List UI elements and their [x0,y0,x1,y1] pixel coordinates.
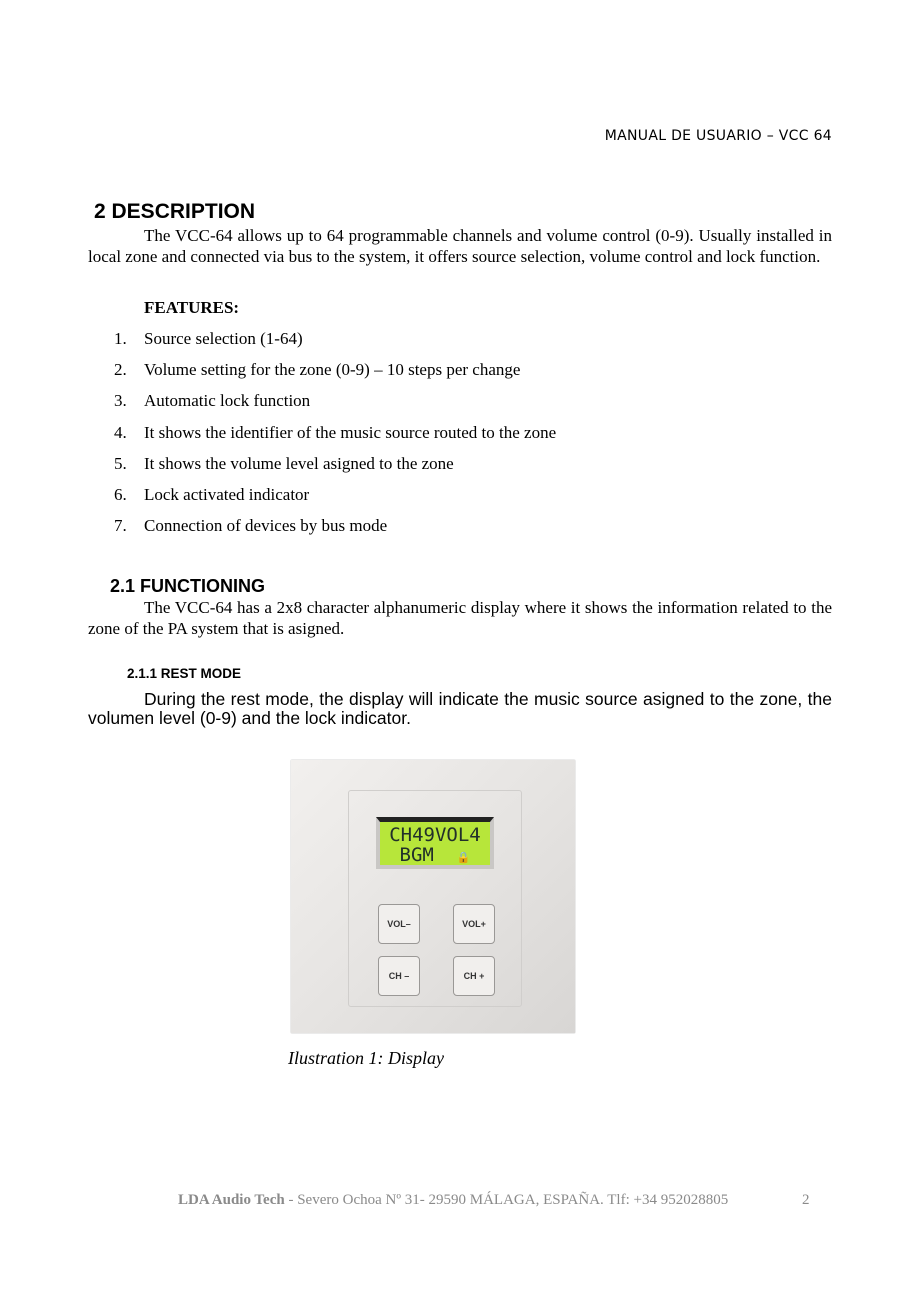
page-number: 2 [802,1192,810,1208]
list-text: Volume setting for the zone (0-9) – 10 steps per change [144,360,521,380]
list-number: 6. [114,485,127,504]
list-number: 4. [114,422,127,442]
feature-list-item [114,360,520,380]
subsection-heading: 2.1 FUNCTIONING [110,576,266,596]
lcd-source: BGM [399,844,434,866]
figure-caption: Ilustration 1: Display [288,1048,444,1068]
footer [178,1192,728,1209]
list-text: Lock activated indicator [144,485,310,504]
list-text: Automatic lock function [144,391,311,411]
lock-icon: 🔒 [456,851,471,864]
vol-up-button: VOL+ [453,904,495,944]
lcd-display [376,817,494,869]
feature-list-item [114,485,309,505]
rest-mode-paragraph: During the rest mode, the display will indicate the music source asigned to the zone, the volumen level (0-9) and the lock indicator. [88,689,832,728]
running-header: MANUAL DE USUARIO – VCC 64 [604,128,832,144]
feature-list-item [114,423,556,443]
feature-list-item [114,391,310,411]
list-number: 1. [114,329,127,348]
list-text: It shows the volume level asigned to the zone [144,453,454,473]
lcd-line-2 [380,845,490,868]
feature-list-item [114,329,303,349]
lcd-line-1: CH49VOL4 [389,824,481,846]
ch-down-button: CH – [378,956,420,996]
subsubsection-heading: 2.1.1 REST MODE [127,666,242,681]
device-photo [291,760,575,1033]
feature-list-item [114,454,454,474]
functioning-paragraph: The VCC-64 has a 2x8 character alphanumeric display where it shows the information related to the zone of the PA system that is asigned. [88,598,832,638]
list-number: 3. [114,391,127,411]
footer-address: - Severo Ochoa Nº 31- 29590 MÁLAGA, ESPAÑA. Tlf: +34 952028805 [284,1192,729,1208]
device-faceplate [348,790,522,1007]
list-text: It shows the identifier of the music source routed to the zone [144,422,557,442]
feature-list-item [114,516,387,536]
footer-company: LDA Audio Tech [178,1192,285,1208]
features-heading: FEATURES: [144,298,240,317]
ch-up-button: CH + [453,956,495,996]
section-heading: 2 DESCRIPTION [94,200,256,223]
vol-down-button: VOL– [378,904,420,944]
list-text: Source selection (1-64) [144,329,303,348]
intro-paragraph: The VCC-64 allows up to 64 programmable channels and volume control (0-9). Usually installed in local zone and connected via bus to the system, it offers source selection, volume control and lock function. [88,226,832,266]
list-number: 2. [114,360,127,380]
list-number: 7. [114,516,127,536]
list-text: Connection of devices by bus mode [144,516,388,536]
list-number: 5. [114,453,127,473]
